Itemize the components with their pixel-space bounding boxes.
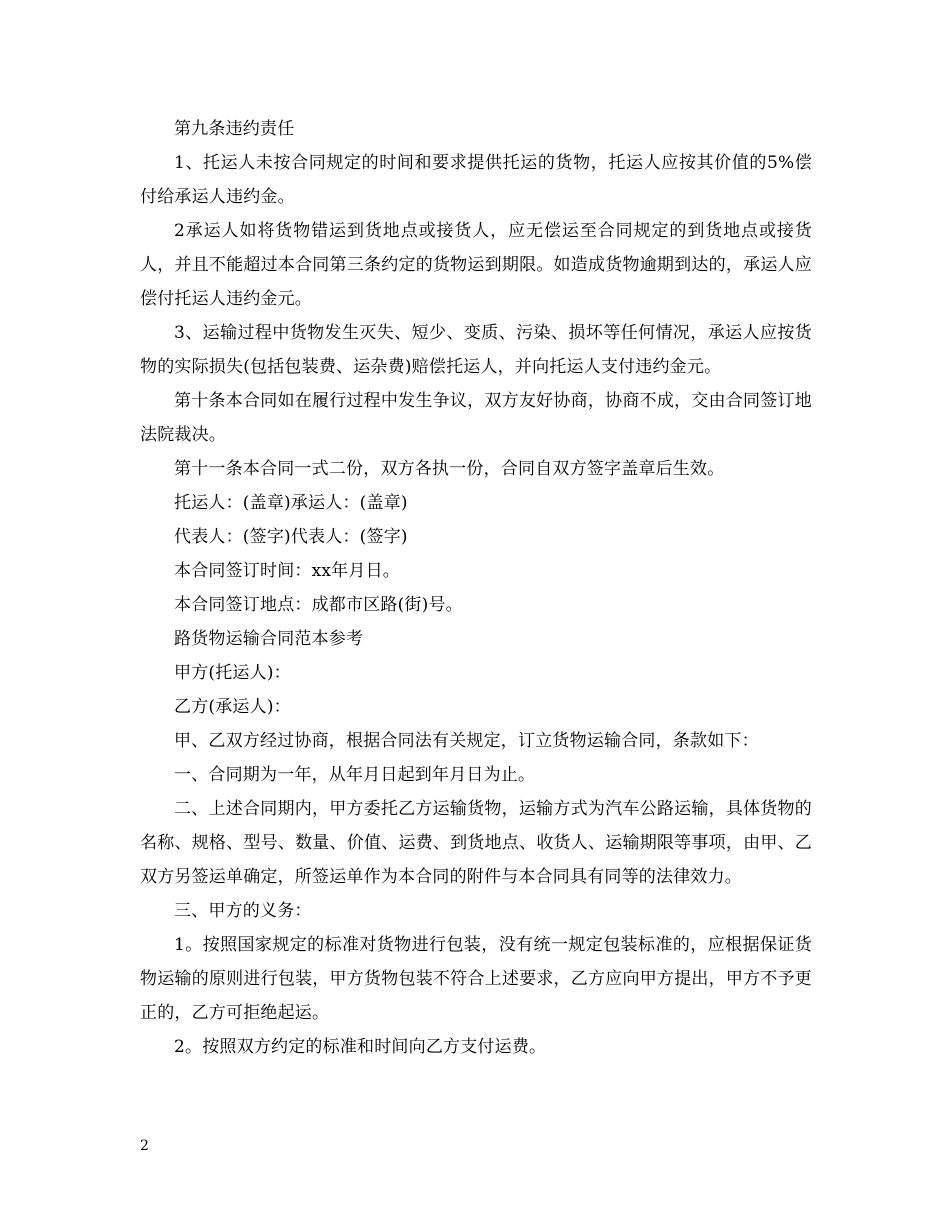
document-body (140, 112, 812, 1064)
contract-title: 路货物运输合同范本参考 (174, 629, 364, 649)
paragraph-article-10: 第十条本合同如在履行过程中发生争议，双方友好协商，协商不成，交由合同签订地法院裁决。 (140, 391, 812, 445)
party-b: 乙方(承运人)： (174, 697, 291, 717)
party-a: 甲方(托运人)： (174, 663, 291, 683)
signature-line-representative: 代表人：(签字)代表人：(签字) (174, 527, 408, 547)
clause-3-item-2: 2。按照双方约定的标准和时间向乙方支付运费。 (174, 1037, 547, 1057)
clause-1: 一、合同期为一年，从年月日起到年月日为止。 (174, 765, 536, 785)
clause-3-item-1: 1。按照国家规定的标准对货物进行包装，没有统一规定包装标准的，应根据保证货物运输的原则进行包装，甲方货物包装不符合上述要求，乙方应向甲方提出，甲方不予更正的，乙方可拒绝起运。 (140, 935, 812, 1023)
page-number: 2 (140, 1138, 149, 1154)
clause-3-heading: 三、甲方的义务： (174, 901, 312, 921)
signing-location: 本合同签订地点：成都市区路(街)号。 (174, 595, 463, 615)
signing-date: 本合同签订时间：xx年月日。 (174, 561, 400, 581)
paragraph: 2承运人如将货物错运到货地点或接货人，应无偿运至合同规定的到货地点或接货人，并且不能超过本合同第三条约定的货物运到期限。如造成货物逾期到达的，承运人应偿付托运人违约金元。 (140, 221, 812, 309)
signature-line-seal: 托运人：(盖章)承运人：(盖章) (174, 493, 408, 513)
paragraph-article-11: 第十一条本合同一式二份，双方各执一份，合同自双方签字盖章后生效。 (174, 459, 725, 479)
clause-2: 二、上述合同期内，甲方委托乙方运输货物，运输方式为汽车公路运输，具体货物的名称、规格、型号、数量、价值、运费、到货地点、收货人、运输期限等事项，由甲、乙双方另签运单确定，所签运单作为本合同的附件与本合同具有同等的法律效力。 (140, 799, 812, 887)
section-heading-article-9: 第九条违约责任 (174, 119, 295, 139)
paragraph: 3、运输过程中货物发生灭失、短少、变质、污染、损坏等任何情况，承运人应按货物的实际损失(包括包装费、运杂费)赔偿托运人，并向托运人支付违约金元。 (140, 323, 812, 377)
paragraph-intro: 甲、乙双方经过协商，根据合同法有关规定，订立货物运输合同，条款如下： (174, 731, 759, 751)
paragraph: 1、托运人未按合同规定的时间和要求提供托运的货物，托运人应按其价值的5%偿付给承运人违约金。 (140, 153, 812, 207)
